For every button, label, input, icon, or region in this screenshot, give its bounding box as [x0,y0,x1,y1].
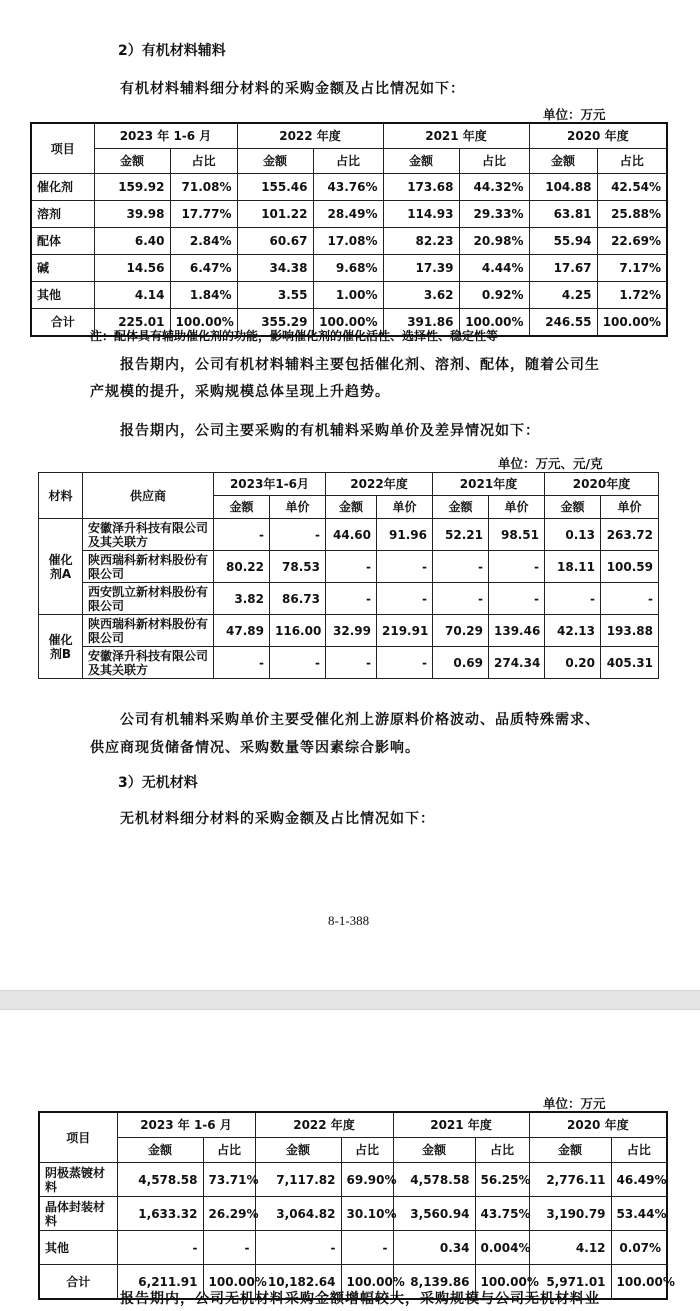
value-cell: 17.77% [170,201,237,228]
table-row [39,583,659,615]
table-row [39,551,659,583]
value-cell: 14.56 [94,255,170,282]
value-cell: 39.98 [94,201,170,228]
value-cell: 43.75% [475,1197,529,1231]
subheader-row [39,1138,667,1163]
value-cell: 355.29 [237,309,313,337]
value-cell: - [255,1231,341,1265]
value-cell: 0.34 [393,1231,475,1265]
value-cell: 0.20 [545,647,601,679]
subheader-cell: 占比 [341,1138,393,1163]
value-cell: 100.00% [611,1265,667,1300]
value-cell: 0.07% [611,1231,667,1265]
subheader-cell: 金额 [326,496,377,519]
value-cell: 44.32% [459,174,529,201]
value-cell: - [433,583,489,615]
table-row [39,1163,667,1197]
period-header-cell: 2022年度 [326,473,433,496]
period-header-cell: 2020年度 [545,473,659,496]
value-cell: - [203,1231,255,1265]
header-row [39,473,659,496]
value-cell: 71.08% [170,174,237,201]
material-cell: 催化剂B [39,615,83,679]
value-cell: 70.29 [433,615,489,647]
value-cell: 246.55 [529,309,597,337]
supplier-cell: 安徽泽升科技有限公司及其关联方 [83,647,214,679]
subheader-cell: 占比 [475,1138,529,1163]
value-cell: 1.72% [597,282,667,309]
value-cell: - [326,551,377,583]
value-cell: 3.62 [383,282,459,309]
value-cell: 405.31 [601,647,659,679]
supplier-cell: 陕西瑞科新材料股份有限公司 [83,551,214,583]
subheader-cell: 占比 [611,1138,667,1163]
value-cell: 4,578.58 [393,1163,475,1197]
value-cell: 193.88 [601,615,659,647]
value-cell: - [489,583,545,615]
subheader-cell: 金额 [529,1138,611,1163]
subheader-row [31,149,667,174]
value-cell: 91.96 [377,519,433,551]
value-cell: 29.33% [459,201,529,228]
value-cell: 82.23 [383,228,459,255]
subheader-cell: 单价 [377,496,433,519]
value-cell: 46.49% [611,1163,667,1197]
intro-paragraph-1: 有机材料辅料细分材料的采购金额及占比情况如下： [120,81,465,97]
value-cell: 78.53 [270,551,326,583]
value-cell: 104.88 [529,174,597,201]
value-cell: - [270,519,326,551]
document-page-2 [0,1010,700,1311]
value-cell: - [214,519,270,551]
subheader-cell: 占比 [170,149,237,174]
value-cell: 17.39 [383,255,459,282]
page-number: 8-1-388 [328,913,370,928]
subheader-cell: 金额 [255,1138,341,1163]
table-row [39,647,659,679]
period-header-cell: 2020 年度 [529,1112,667,1138]
table-row [39,519,659,551]
subheader-cell: 占比 [313,149,383,174]
value-cell: 18.11 [545,551,601,583]
period-header-cell: 2022 年度 [255,1112,393,1138]
value-cell: 44.60 [326,519,377,551]
header-row [31,123,667,149]
value-cell: - [341,1231,393,1265]
value-cell: 155.46 [237,174,313,201]
row-label-cell: 溶剂 [31,201,94,228]
period-header-cell: 2021年度 [433,473,545,496]
value-cell: 0.69 [433,647,489,679]
value-cell: 116.00 [270,615,326,647]
subheader-cell: 占比 [459,149,529,174]
table-row [31,282,667,309]
value-cell: 4,578.58 [117,1163,203,1197]
page-separator [0,990,700,1010]
value-cell: - [326,647,377,679]
value-cell: 5,971.01 [529,1265,611,1300]
paragraph-3-line-1: 报告期内，公司无机材料采购金额增幅较大，采购规模与公司无机材料业 [120,1291,600,1307]
period-header-cell: 2023 年 1-6 月 [117,1112,255,1138]
subheader-cell: 金额 [214,496,270,519]
value-cell: 80.22 [214,551,270,583]
value-cell: 4.25 [529,282,597,309]
value-cell: 100.00% [341,1265,393,1300]
value-cell: 100.00% [475,1265,529,1300]
value-cell: 3,560.94 [393,1197,475,1231]
value-cell: 53.44% [611,1197,667,1231]
value-cell: - [270,647,326,679]
value-cell: 55.94 [529,228,597,255]
table-row [39,1231,667,1265]
value-cell: 1.84% [170,282,237,309]
value-cell: 139.46 [489,615,545,647]
value-cell: - [601,583,659,615]
subheader-cell: 金额 [433,496,489,519]
table-row [31,255,667,282]
value-cell: 6.40 [94,228,170,255]
value-cell: 7,117.82 [255,1163,341,1197]
value-cell: 100.59 [601,551,659,583]
value-cell: 6.47% [170,255,237,282]
value-cell: 225.01 [94,309,170,337]
value-cell: 30.10% [341,1197,393,1231]
period-header-cell: 2023 年 1-6 月 [94,123,237,149]
value-cell: 86.73 [270,583,326,615]
subheader-cell: 单价 [601,496,659,519]
value-cell: 6,211.91 [117,1265,203,1300]
table-row [31,228,667,255]
header-row [39,1112,667,1138]
subheader-cell: 金额 [237,149,313,174]
value-cell: 0.004% [475,1231,529,1265]
table-row [31,174,667,201]
table-row [39,615,659,647]
value-cell: 114.93 [383,201,459,228]
subheader-cell: 单价 [489,496,545,519]
item-header-cell: 项目 [39,1112,117,1163]
value-cell: 100.00% [203,1265,255,1300]
intro-paragraph-2: 报告期内，公司主要采购的有机辅料采购单价及差异情况如下： [120,423,540,439]
subheader-cell: 金额 [529,149,597,174]
supplier-cell: 安徽泽升科技有限公司及其关联方 [83,519,214,551]
subheader-cell: 金额 [545,496,601,519]
table-note: 注：配体具有辅助催化剂的功能，影响催化剂的催化活性、选择性、稳定性等 [90,329,499,343]
value-cell: 42.13 [545,615,601,647]
value-cell: 25.88% [597,201,667,228]
value-cell: 3,190.79 [529,1197,611,1231]
value-cell: 69.90% [341,1163,393,1197]
value-cell: 4.14 [94,282,170,309]
period-header-cell: 2020 年度 [529,123,667,149]
value-cell: 8,139.86 [393,1265,475,1300]
unit-label-1: 单位：万元 [543,107,606,122]
value-cell: 52.21 [433,519,489,551]
value-cell: 20.98% [459,228,529,255]
value-cell: 17.67 [529,255,597,282]
value-cell: 263.72 [601,519,659,551]
value-cell: 98.51 [489,519,545,551]
material-cell: 催化剂A [39,519,83,615]
value-cell: 4.44% [459,255,529,282]
value-cell: 28.49% [313,201,383,228]
value-cell: 17.08% [313,228,383,255]
value-cell: 4.12 [529,1231,611,1265]
value-cell: 10,182.64 [255,1265,341,1300]
intro-paragraph-3: 无机材料细分材料的采购金额及占比情况如下： [120,811,435,827]
value-cell: - [326,583,377,615]
row-label-cell: 其他 [31,282,94,309]
value-cell: 3,064.82 [255,1197,341,1231]
value-cell: 0.13 [545,519,601,551]
row-label-cell: 晶体封装材料 [39,1197,117,1231]
value-cell: 7.17% [597,255,667,282]
value-cell: 173.68 [383,174,459,201]
supplier-header-cell: 供应商 [83,473,214,519]
supplier-cell: 陕西瑞科新材料股份有限公司 [83,615,214,647]
value-cell: - [214,647,270,679]
value-cell: 47.89 [214,615,270,647]
period-header-cell: 2021 年度 [393,1112,529,1138]
item-header-cell: 项目 [31,123,94,174]
value-cell: 43.76% [313,174,383,201]
value-cell: 9.68% [313,255,383,282]
value-cell: 63.81 [529,201,597,228]
value-cell: 22.69% [597,228,667,255]
value-cell: 159.92 [94,174,170,201]
section-2-title: 2）有机材料辅料 [118,43,226,59]
value-cell: - [117,1231,203,1265]
unit-label-3: 单位：万元 [543,1096,606,1111]
period-header-cell: 2022 年度 [237,123,383,149]
section-3-title: 3）无机材料 [118,775,198,791]
value-cell: 2.84% [170,228,237,255]
supplier-cell: 西安凯立新材料股份有限公司 [83,583,214,615]
value-cell: 34.38 [237,255,313,282]
subheader-cell: 金额 [117,1138,203,1163]
material-header-cell: 材料 [39,473,83,519]
row-label-cell: 合计 [39,1265,117,1300]
organic-auxiliary-table [30,122,668,337]
value-cell: 219.91 [377,615,433,647]
subheader-cell: 金额 [94,149,170,174]
value-cell: - [545,583,601,615]
row-label-cell: 其他 [39,1231,117,1265]
subheader-cell: 占比 [203,1138,255,1163]
value-cell: - [489,551,545,583]
value-cell: 101.22 [237,201,313,228]
value-cell: - [377,647,433,679]
value-cell: - [377,583,433,615]
table-row [39,1197,667,1231]
subheader-cell: 金额 [383,149,459,174]
value-cell: 1,633.32 [117,1197,203,1231]
value-cell: 60.67 [237,228,313,255]
value-cell: 73.71% [203,1163,255,1197]
value-cell: 1.00% [313,282,383,309]
row-label-cell: 阴极蒸镀材料 [39,1163,117,1197]
row-label-cell: 催化剂 [31,174,94,201]
row-label-cell: 配体 [31,228,94,255]
paragraph-2-line-1: 公司有机辅料采购单价主要受催化剂上游原料价格波动、品质特殊需求、 [120,712,600,728]
value-cell: - [377,551,433,583]
period-header-cell: 2023年1-6月 [214,473,326,496]
value-cell: 3.82 [214,583,270,615]
value-cell: 0.92% [459,282,529,309]
value-cell: 274.34 [489,647,545,679]
value-cell: 3.55 [237,282,313,309]
value-cell: 26.29% [203,1197,255,1231]
value-cell: 100.00% [459,309,529,337]
subheader-cell: 占比 [597,149,667,174]
value-cell: 2,776.11 [529,1163,611,1197]
period-header-cell: 2021 年度 [383,123,529,149]
value-cell: 56.25% [475,1163,529,1197]
subheader-cell: 金额 [393,1138,475,1163]
value-cell: 32.99 [326,615,377,647]
unit-label-2: 单位：万元、元/克 [498,456,603,471]
value-cell: 391.86 [383,309,459,337]
row-label-cell: 合计 [31,309,94,337]
value-cell: 100.00% [597,309,667,337]
subheader-cell: 单价 [270,496,326,519]
table-row [31,201,667,228]
value-cell: 100.00% [313,309,383,337]
value-cell: 42.54% [597,174,667,201]
unit-price-table [38,472,659,679]
paragraph-1-line-1: 报告期内，公司有机材料辅料主要包括催化剂、溶剂、配体，随着公司生 [120,357,600,373]
row-label-cell: 碱 [31,255,94,282]
paragraph-1-line-2: 产规模的提升，采购规模总体呈现上升趋势。 [90,384,390,400]
paragraph-2-line-2: 供应商现货储备情况、采购数量等因素综合影响。 [90,740,420,756]
value-cell: - [433,551,489,583]
value-cell: 100.00% [170,309,237,337]
inorganic-material-table [38,1111,675,1300]
